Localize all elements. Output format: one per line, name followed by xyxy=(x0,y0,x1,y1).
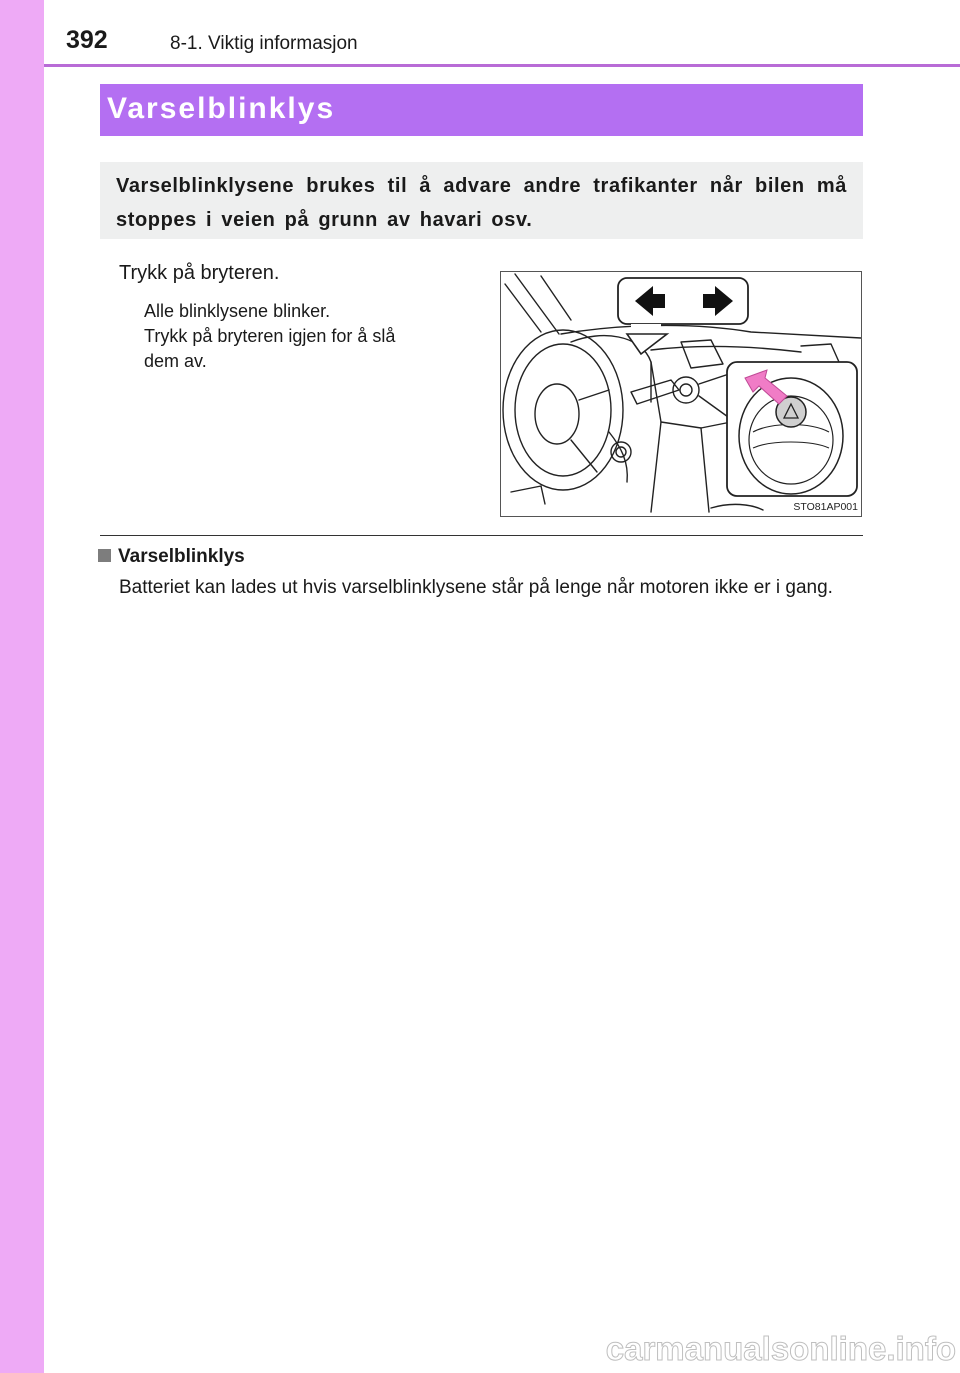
header-rule xyxy=(44,64,960,67)
note-title-text: Varselblinklys xyxy=(118,546,245,567)
dashboard-edge xyxy=(651,346,801,352)
square-bullet-icon xyxy=(98,549,111,562)
page-title: Varselblinklys xyxy=(107,92,336,125)
hazard-switch-illustration xyxy=(500,271,862,517)
a-pillar-line-3 xyxy=(541,276,571,320)
note-title xyxy=(98,546,245,568)
side-strip xyxy=(0,0,44,1373)
center-vent xyxy=(681,340,723,368)
page-number: 392 xyxy=(66,26,108,54)
step-title: Trykk på bryteren. xyxy=(119,262,280,284)
step-line-3: dem av. xyxy=(144,351,207,371)
figure-code: STO81AP001 xyxy=(793,501,858,513)
steering-spoke-2 xyxy=(571,440,597,472)
right-vent xyxy=(801,344,839,362)
a-pillar-line xyxy=(505,284,541,332)
watermark-text: carmanualsonline.info xyxy=(605,1330,956,1367)
title-bar xyxy=(100,84,863,136)
console-edge-2 xyxy=(701,428,709,512)
watermark xyxy=(560,1322,960,1372)
intro-text: Varselblinklysene brukes til å advare andre trafikanter når bilen må stoppes i veien på grunn av havari osv. xyxy=(116,175,847,231)
section-divider xyxy=(100,535,863,536)
step-line-2: Trykk på bryteren igjen for å slå xyxy=(144,326,396,346)
dashboard-drawing xyxy=(501,272,861,516)
step-body xyxy=(144,299,480,374)
steering-wheel-outer xyxy=(503,330,623,490)
hazard-switch-small-center xyxy=(680,384,692,396)
console-edge xyxy=(651,422,661,512)
section-label: 8-1. Viktig informasjon xyxy=(170,33,358,54)
steering-wheel-inner xyxy=(515,344,611,476)
intro-box xyxy=(100,162,863,239)
turn-signal-bubble xyxy=(618,278,748,354)
ignition-key-slot xyxy=(616,447,626,457)
lower-dash xyxy=(511,486,545,504)
floor-line xyxy=(711,504,763,510)
note-body: Batteriet kan lades ut hvis varselblinklysene står på lenge når motoren ikke er i gang. xyxy=(119,577,833,598)
step-line-1: Alle blinklysene blinker. xyxy=(144,301,331,321)
steering-spoke xyxy=(579,390,609,400)
steering-hub xyxy=(535,384,579,444)
a-pillar-line-2 xyxy=(515,274,559,334)
hazard-switch-inset xyxy=(727,362,857,496)
